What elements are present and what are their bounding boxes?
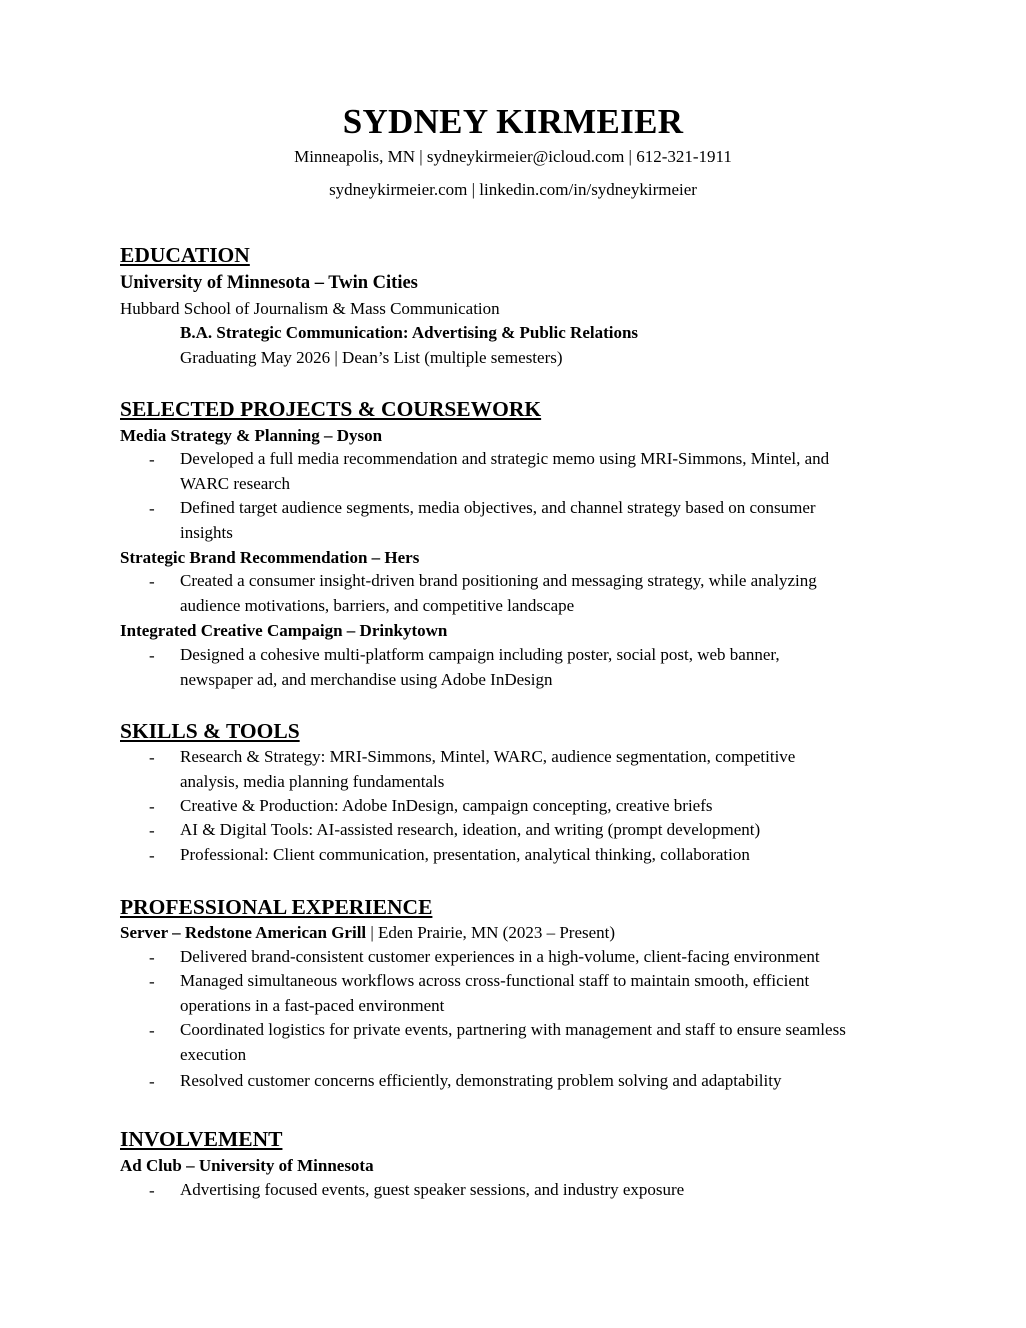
graduation-details: Graduating May 2026 | Dean’s List (multiple semesters)	[180, 348, 563, 367]
bullet-marker: -	[149, 572, 155, 591]
bullet-marker: -	[149, 1181, 155, 1200]
project-heading: Strategic Brand Recommendation – Hers	[120, 548, 420, 567]
projects-heading: SELECTED PROJECTS & COURSEWORK	[120, 397, 542, 421]
contact-line-1: Minneapolis, MN | sydneykirmeier@icloud.com | 612-321-1911	[294, 147, 732, 166]
bullet-marker: -	[149, 821, 155, 840]
bullet-marker: -	[149, 499, 155, 518]
job-location: | Eden Prairie, MN (2023 – Present)	[366, 923, 616, 942]
bullet-item: Delivered brand-consistent customer experiences in a high-volume, client-facing environment	[180, 947, 820, 966]
job-role: Server – Redstone American Grill	[120, 923, 367, 942]
bullet-item: Designed a cohesive multi-platform campaign including poster, social post, web banner, newspaper ad, and merchandise using Adobe InDesign	[180, 645, 780, 689]
degree: B.A. Strategic Communication: Advertising & Public Relations	[180, 323, 639, 342]
bullet-item: Research & Strategy: MRI-Simmons, Mintel, WARC, audience segmentation, competitive analysis, media planning fundamentals	[180, 747, 796, 791]
experience-heading: PROFESSIONAL EXPERIENCE	[120, 895, 433, 919]
project-heading: Media Strategy & Planning – Dyson	[120, 426, 383, 445]
bullet-item: Creative & Production: Adobe InDesign, campaign concepting, creative briefs	[180, 796, 713, 815]
bullet-marker: -	[149, 1021, 155, 1040]
bullet-item: Defined target audience segments, media objectives, and channel strategy based on consumer insights	[180, 498, 816, 542]
bullet-item: Professional: Client communication, presentation, analytical thinking, collaboration	[180, 845, 750, 864]
bullet-item: AI & Digital Tools: AI-assisted research, ideation, and writing (prompt development)	[180, 820, 761, 839]
school-name: University of Minnesota – Twin Cities	[120, 273, 418, 293]
involvement-heading: INVOLVEMENT	[120, 1127, 283, 1151]
bullet-item: Advertising focused events, guest speaker sessions, and industry exposure	[180, 1180, 685, 1199]
bullet-marker: -	[149, 646, 155, 665]
job-title-line	[120, 922, 615, 944]
bullet-item: Managed simultaneous workflows across cross‐functional staff to maintain smooth, efficient operations in a fast-paced environment	[180, 971, 810, 1015]
bullet-marker: -	[149, 450, 155, 469]
project-heading: Integrated Creative Campaign – Drinkytown	[120, 621, 448, 640]
education-heading: EDUCATION	[120, 243, 250, 267]
bullet-marker: -	[149, 1072, 155, 1091]
contact-line-2: sydneykirmeier.com | linkedin.com/in/sydneykirmeier	[329, 180, 697, 199]
college-name: Hubbard School of Journalism & Mass Communication	[120, 299, 500, 318]
bullet-marker: -	[149, 748, 155, 767]
bullet-item: Developed a full media recommendation and strategic memo using MRI-Simmons, Mintel, and WARC research	[180, 449, 830, 493]
bullet-item: Resolved customer concerns efficiently, demonstrating problem solving and adaptability	[180, 1071, 782, 1090]
bullet-marker: -	[149, 948, 155, 967]
candidate-name: SYDNEY KIRMEIER	[342, 102, 684, 141]
skills-heading: SKILLS & TOOLS	[120, 719, 300, 743]
involvement-org: Ad Club – University of Minnesota	[120, 1156, 374, 1175]
bullet-item: Created a consumer insight-driven brand positioning and messaging strategy, while analyzing audience motivations, barriers, and competitive landscape	[180, 571, 817, 615]
bullet-marker: -	[149, 846, 155, 865]
bullet-item: Coordinated logistics for private events, partnering with management and staff to ensure seamless execution	[180, 1020, 846, 1064]
bullet-marker: -	[149, 797, 155, 816]
bullet-marker: -	[149, 972, 155, 991]
